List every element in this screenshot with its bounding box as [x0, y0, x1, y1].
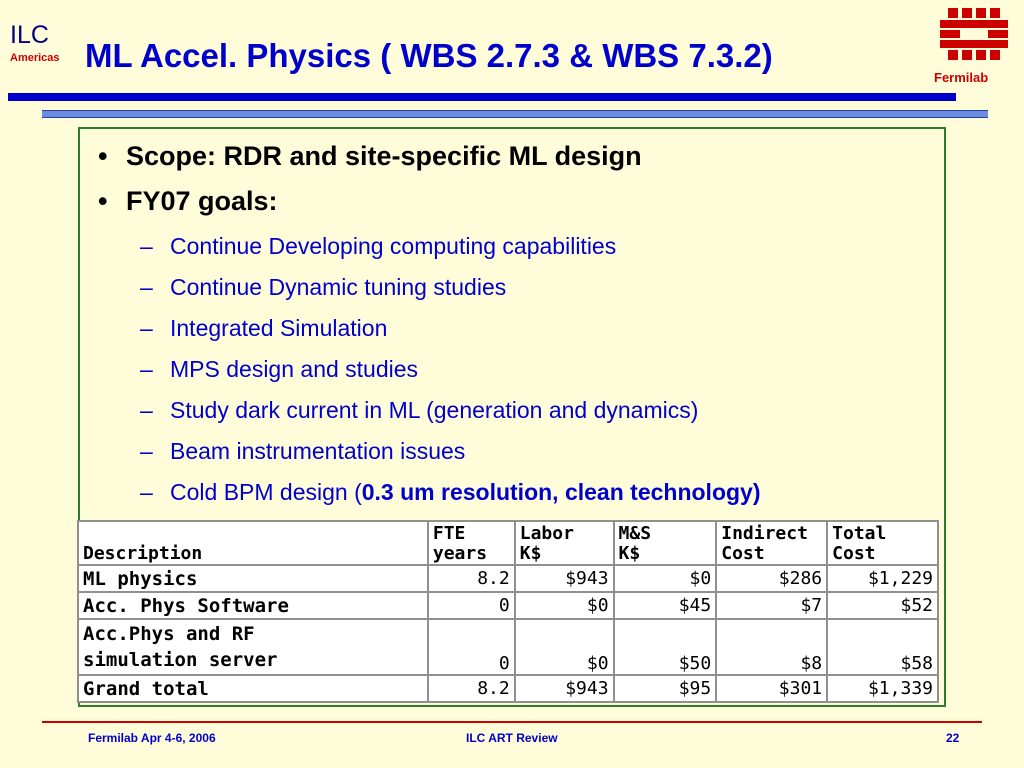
bullet-dot-icon: • — [98, 186, 108, 216]
ilc-logo-subtext: Americas — [10, 52, 60, 64]
row-labor: $943 — [515, 675, 614, 702]
table-header-row — [78, 521, 938, 565]
goal-item-emphasis: 0.3 um resolution, clean technology) — [361, 479, 761, 505]
row-indirect: $8 — [716, 619, 827, 675]
slide-title: ML Accel. Physics ( WBS 2.7.3 & WBS 7.3.2) — [85, 37, 773, 74]
row-description: Acc. Phys Software — [78, 592, 428, 619]
row-description: ML physics — [78, 565, 428, 592]
bullet-scope-text: Scope: RDR and site-specific ML design — [126, 141, 642, 171]
row-total: $1,229 — [827, 565, 938, 592]
bullet-fy07-goals — [88, 181, 938, 226]
row-labor: $0 — [515, 619, 614, 675]
secondary-divider-bar — [42, 110, 988, 118]
ilc-americas-logo — [10, 22, 78, 64]
goal-item-text: MPS design and studies — [170, 356, 419, 382]
bullet-dot-icon: • — [98, 141, 108, 171]
goal-item-text: Cold BPM design ( — [170, 479, 362, 505]
row-ms: $45 — [614, 592, 717, 619]
goal-item-cold-bpm — [88, 472, 938, 513]
header-total: Total Cost — [827, 521, 938, 565]
dash-icon: – — [140, 438, 153, 464]
row-fte: 8.2 — [428, 675, 515, 702]
row-indirect: $286 — [716, 565, 827, 592]
dash-icon: – — [140, 397, 153, 423]
header-description: Description — [78, 521, 428, 565]
row-indirect: $7 — [716, 592, 827, 619]
title-divider-bar — [8, 93, 956, 101]
goal-item — [88, 226, 938, 267]
dash-icon: – — [140, 479, 153, 505]
goal-item — [88, 349, 938, 390]
bullet-scope — [88, 136, 938, 181]
row-total: $58 — [827, 619, 938, 675]
row-fte: 8.2 — [428, 565, 515, 592]
dash-icon: – — [140, 274, 153, 300]
row-description: Acc.Phys and RF simulation server — [78, 619, 428, 675]
dash-icon: – — [140, 233, 153, 259]
footer-date: Fermilab Apr 4-6, 2006 — [88, 731, 216, 745]
goal-item-text: Study dark current in ML (generation and dynamics) — [170, 397, 699, 423]
row-labor: $943 — [515, 565, 614, 592]
table-row — [78, 592, 938, 619]
row-total: $52 — [827, 592, 938, 619]
goal-item — [88, 267, 938, 308]
goal-item-text: Continue Developing computing capabilities — [170, 233, 617, 259]
goal-item — [88, 308, 938, 349]
footer-event: ILC ART Review — [466, 731, 558, 745]
row-description: Grand total — [78, 675, 428, 702]
ilc-logo-text: ILC — [10, 21, 49, 49]
row-labor: $0 — [515, 592, 614, 619]
fermilab-wordmark: Fermilab — [934, 70, 989, 85]
goal-item — [88, 390, 938, 431]
header-ms: M&S K$ — [614, 521, 717, 565]
row-fte: 0 — [428, 619, 515, 675]
footer-page-number: 22 — [946, 731, 960, 745]
row-total: $1,339 — [827, 675, 938, 702]
row-ms: $95 — [614, 675, 717, 702]
goal-item-text: Continue Dynamic tuning studies — [170, 274, 507, 300]
table-row — [78, 565, 938, 592]
row-indirect: $301 — [716, 675, 827, 702]
row-ms: $50 — [614, 619, 717, 675]
table-row-grand-total — [78, 675, 938, 702]
dash-icon: – — [140, 356, 153, 382]
header-fte: FTE years — [428, 521, 515, 565]
goal-item-text: Integrated Simulation — [170, 315, 388, 341]
cost-table — [77, 520, 939, 703]
dash-icon: – — [140, 315, 153, 341]
header-labor: Labor K$ — [515, 521, 614, 565]
bullet-list — [88, 136, 938, 513]
header-indirect: Indirect Cost — [716, 521, 827, 565]
goal-item — [88, 431, 938, 472]
goal-item-text: Beam instrumentation issues — [170, 438, 466, 464]
table-row — [78, 619, 938, 675]
bullet-fy07-goals-text: FY07 goals: — [126, 186, 278, 216]
row-fte: 0 — [428, 592, 515, 619]
footer-divider — [42, 721, 982, 723]
row-ms: $0 — [614, 565, 717, 592]
